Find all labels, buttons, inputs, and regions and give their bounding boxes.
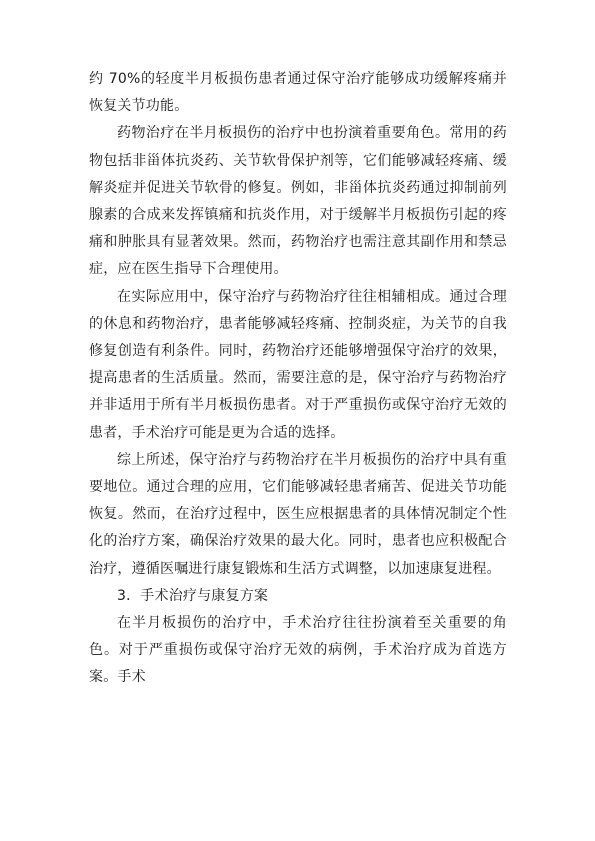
paragraph-surgery: 在半月板损伤的治疗中，手术治疗往往扮演着至关重要的角色。对于严重损伤或保守治疗无效的病例，手术治疗成为首选方案。手术 xyxy=(89,615,507,686)
paragraph-practical-application: 在实际应用中，保守治疗与药物治疗往往相辅相成。通过合理的休息和药物治疗，患者能够减轻疼痛、控制炎症，为关节的自我修复创造有利条件。同时，药物治疗还能够增强保守治疗的效果，提高患者的生活质量。然而，需要注意的是，保守治疗与药物治疗并非适用于所有半月板损伤患者。对于严重损伤或保守治疗无效的患者，手术治疗可能是更为合适的选择。 xyxy=(89,288,507,441)
paragraph-continued: 约 70%的轻度半月板损伤患者通过保守治疗能够成功缓解疼痛并恢复关节功能。 xyxy=(89,71,507,115)
paragraph-drug-therapy: 药物治疗在半月板损伤的治疗中也扮演着重要角色。常用的药物包括非甾体抗炎药、关节软骨保护剂等，它们能够减轻疼痛、缓解炎症并促进关节软骨的修复。例如，非甾体抗炎药通过抑制前列腺素的合成来发挥镇痛和抗炎作用，对于缓解半月板损伤引起的疼痛和肿胀具有显著效果。然而，药物治疗也需注意其副作用和禁忌症，应在医生指导下合理使用。 xyxy=(89,125,507,278)
paragraph-summary: 综上所述，保守治疗与药物治疗在半月板损伤的治疗中具有重要地位。通过合理的应用，它们能够减轻患者痛苦、促进关节功能恢复。然而，在治疗过程中，医生应根据患者的具体情况制定个性化的治疗方案，确保治疗效果的最大化。同时，患者也应积极配合治疗，遵循医嘱进行康复锻炼和生活方式调整，以加速康复进程。 xyxy=(89,451,507,577)
section-heading: 3．手术治疗与康复方案 xyxy=(117,587,269,604)
